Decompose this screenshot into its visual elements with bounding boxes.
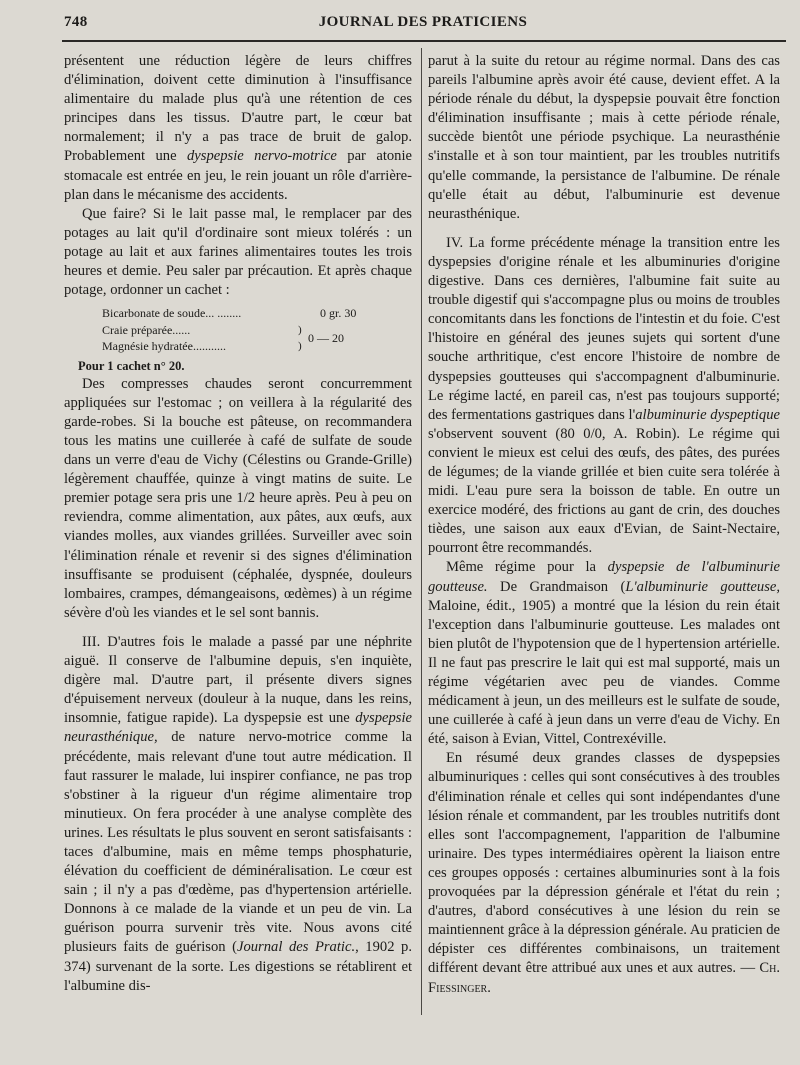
- right-column: [428, 52, 780, 998]
- dose: 0 gr. 30: [320, 306, 357, 321]
- brace: ): [298, 340, 302, 353]
- formula-line: Magnésie hydratée........... ): [102, 339, 302, 354]
- column-divider: [421, 48, 422, 1015]
- header-rule: [62, 40, 786, 42]
- paragraph: présentent une réduction légère de leurs chiffres d'élimination, doivent cette diminution à l'insuffisance alimentaire du malade plus qu'à une rétention de ces principes dans les tissus. D'autre part, le cœur bat normalement; il n'y a pas trace de bruit de galop. Probablement une dyspepsie nervo-motrice par atonie stomacale est entrée en jeu, le rein jouant un rôle d'arrière-plan dans le mécanisme des accidents.: [64, 53, 412, 203]
- author-signature: Ch. Fiessinger.: [428, 960, 780, 996]
- formula-quantity: Pour 1 cachet n° 20.: [78, 358, 185, 373]
- page-header: [64, 14, 782, 36]
- page-number: 748: [64, 14, 88, 30]
- paragraph: Même régime pour la dyspepsie de l'albuminurie goutteuse. De Grandmaison (L'albuminurie goutteuse, Maloine, édit., 1905) a montré que la lésion du rein était l'exception dans l'albuminurie goutteuse. Les malades ont bien plutôt de l'hypotension que de l hypertension artérielle. Il ne faut pas prescrire le lait qui est mal supporté, mais un régime végétarien avec peu de viandes. Comme médicament à jeun, un des meilleurs est le sulfate de soude, une cuillerée à café à jeun dans un verre d'eau de Vichy. En été, saison à Evian, Vittel, Contrexéville.: [428, 559, 781, 748]
- brace: ): [298, 323, 302, 336]
- paragraph: Que faire? Si le lait passe mal, le remplacer par des potages au lait qu'il d'ordinaire sont mieux tolérés : un potage au lait et aux farines alimentaires toutes les trois heures et demie. Peu saler par précaution. Et après chaque potage, ordonner un cachet :: [64, 205, 412, 299]
- section-iii: III. D'autres fois le malade a passé par une néphrite aiguë. Il conserve de l'albumine depuis, s'en inquiète, digère mal. D'autre part, il présente divers signes d'épuisement nerveux (douleur à la nuque, dans les reins, insomnie, fatigue rapide). La dyspepsie est une dyspepsie neurasthénique, de nature nervo-motrice comme la précédente, mais relevant d'une tout autre médication. Il faut rassurer le malade, lui inspirer confiance, ne pas trop s'obstiner à la rigueur d'un régime alimentaire trop minutieux. On fera procéder à une analyse complète des urines. Les résultats le plus souvent en seront satisfaisants : taces d'albumine, mais en même temps phosphaturie, élévation du coefficient de déminéralisation. Le cœur est sain ; il n'y a pas d'œdème, pas d'hypertension artérielle. Donnons à ce malade de la viande et un peu de vin. La guérison pourra survenir très vite. Nous avons cité plusieurs faits de guérison (Journal des Pratic., 1902 p. 374) survenant de la sorte. Les digestions se rétablirent et l'albumine dis-: [64, 633, 413, 994]
- journal-title: JOURNAL DES PRATICIENS: [318, 14, 528, 30]
- prescription-formula: [102, 305, 412, 355]
- section-iv: IV. La forme précédente ménage la transition entre les dyspepsies d'origine rénale et les albuminuries d'origine digestive. Dans ces dernières, l'albumine fait suite au trouble digestif qui s'accompagne plus ou moins de troubles concomitants dans les fonctions de l'intestin et du foie. C'est l'histoire en général des jeunes sujets qui sortent d'une souche arthritique, c'est encore l'histoire de nombre de dyspepsies goutteuses qui s'accompagnent d'albuminurie. Le régime lacté, en pareil cas, n'est pas toujours supporté; des fermentations gastriques dans l'albuminurie dyspeptique s'observent souvent (80 0/0, A. Robin). Le régime qui convient le mieux est celui des œufs, des pâtes, des purées de légumes; de la viande grillée et bien cuite sera tolérée à midi. L'eau pure sera la boisson de table. En outre un exercice modéré, des frictions au gant de crin, des douches tièdes, une saison aux eaux d'Evian, de Saint-Nectaire, pourront être recommandés.: [428, 234, 780, 557]
- dose: 0 — 20: [308, 330, 344, 345]
- paragraph: Des compresses chaudes seront concurremment appliquées sur l'estomac ; on veillera à la régularité des garde-robes. Si la bouche est pâteuse, on recommandera tous les matins une cuillerée à café de sulfate de soude dans un verre d'eau de Vichy (Célestins ou Grande-Grille) légèrement chauffée, quinze à vingt matins de suite. Le premier potage sera pris une 1/2 heure après. Peu à peu on reviendra, comme alimentation, aux pâtes, aux œufs, aux viandes molles, aux viandes grillées. Surveiller avec soin l'élimination rénale et revenir si des signes d'élimination insuffisante se produisent (céphalée, dyspnée, douleurs lombaires, crampes, démangeaisons, œdèmes) à un régime sévère d'où les viandes et le sel sont bannis.: [64, 375, 412, 621]
- conclusion-paragraph: En résumé deux grandes classes de dyspepsies albuminuriques : celles qui sont consécutives à des troubles d'élimination rénale et celles qui sont indépendantes d'une lésion rénale et commandent, par les troubles nutritifs dont elles sont l'accompagnement, l'apparition de l'albumine urinaire. Des types intermédiaires opèrent la liaison entre ces groupes opposés : certaines albuminuries sont à la fois provoquées par la dépression générale et l'état du rein ; d'autres, d'abord consécutives à une lésion du rein se maintiennent grâce à la dépression générale. Au praticien de dépister ces différentes combinaisons, un traitement différent devant être attribué aux unes et aux autres. — Ch. Fiessinger.: [428, 750, 780, 996]
- left-column: [64, 52, 412, 996]
- formula-line: Bicarbonate de soude... ........ 0 gr. 30: [102, 306, 357, 321]
- formula-line: Craie préparée...... ) 0 — 20: [102, 322, 344, 345]
- paragraph: parut à la suite du retour au régime normal. Dans des cas pareils l'albumine après avoir été cause, devient effet. A la période rénale du début, la dyspepsie pouvait être fonction d'élimination insuffisante ; mais à cette période rénale, succède bientôt une période psychique. La neurasthénie s'installe et à son tour maintient, par les troubles nutritifs qu'elle commande, la persistance de l'albumine. De rénale qu'elle était au début, l'albuminurie est devenue neurasthénique.: [428, 53, 780, 222]
